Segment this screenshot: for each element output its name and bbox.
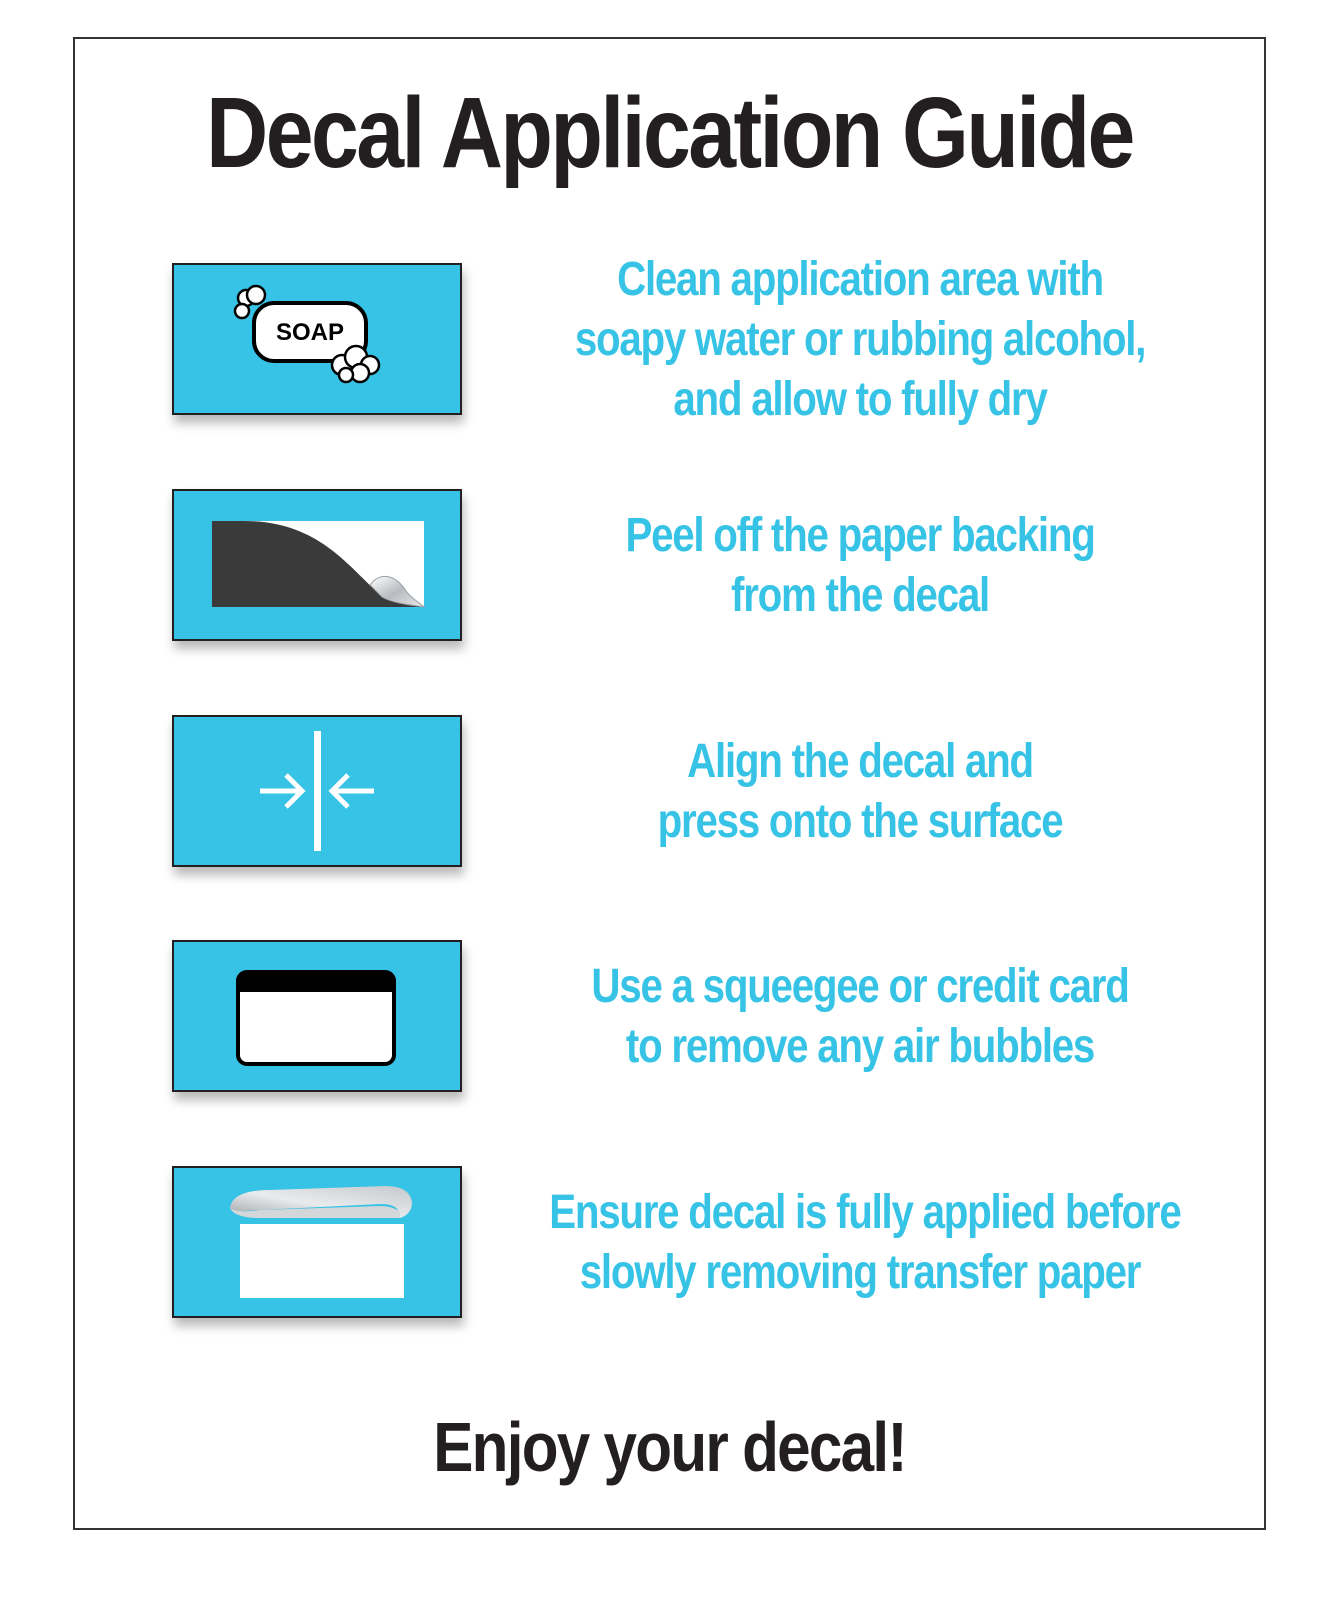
squeegee-card-icon [174,942,460,1090]
page-title: Decal Application Guide [206,77,1133,189]
step-5-text [549,1183,1181,1303]
step-5-line-2: slowly removing transfer paper [579,1246,1141,1299]
transfer-paper-icon [174,1168,460,1316]
step-1-line-3: and allow to fully dry [673,373,1047,426]
step-1-icon-panel [172,263,462,415]
step-3-line-1: Align the decal and [687,735,1033,788]
step-4-line-2: to remove any air bubbles [625,1020,1095,1073]
footer-message: Enjoy your decal! [433,1408,906,1486]
step-4-icon-panel [172,940,462,1092]
step-3-icon-panel [172,715,462,867]
step-5-icon-panel [172,1166,462,1318]
soap-icon [174,265,460,413]
step-3-line-2: press onto the surface [657,795,1063,848]
step-4-text [549,957,1171,1077]
soap-label: SOAP [275,319,345,346]
peel-backing-icon [174,491,460,639]
step-2-line-2: from the decal [731,569,989,622]
step-5-line-1: Ensure decal is fully applied before [549,1186,1181,1239]
step-2-line-1: Peel off the paper backing [625,509,1095,562]
align-arrows-icon [174,717,460,865]
step-1-line-2: soapy water or rubbing alcohol, [574,313,1146,366]
step-2-icon-panel [172,489,462,641]
step-1-line-1: Clean application area with [617,253,1103,306]
step-1-text [549,250,1171,430]
step-4-line-1: Use a squeegee or credit card [591,960,1129,1013]
step-2-text [549,506,1171,626]
step-3-text [549,732,1171,852]
